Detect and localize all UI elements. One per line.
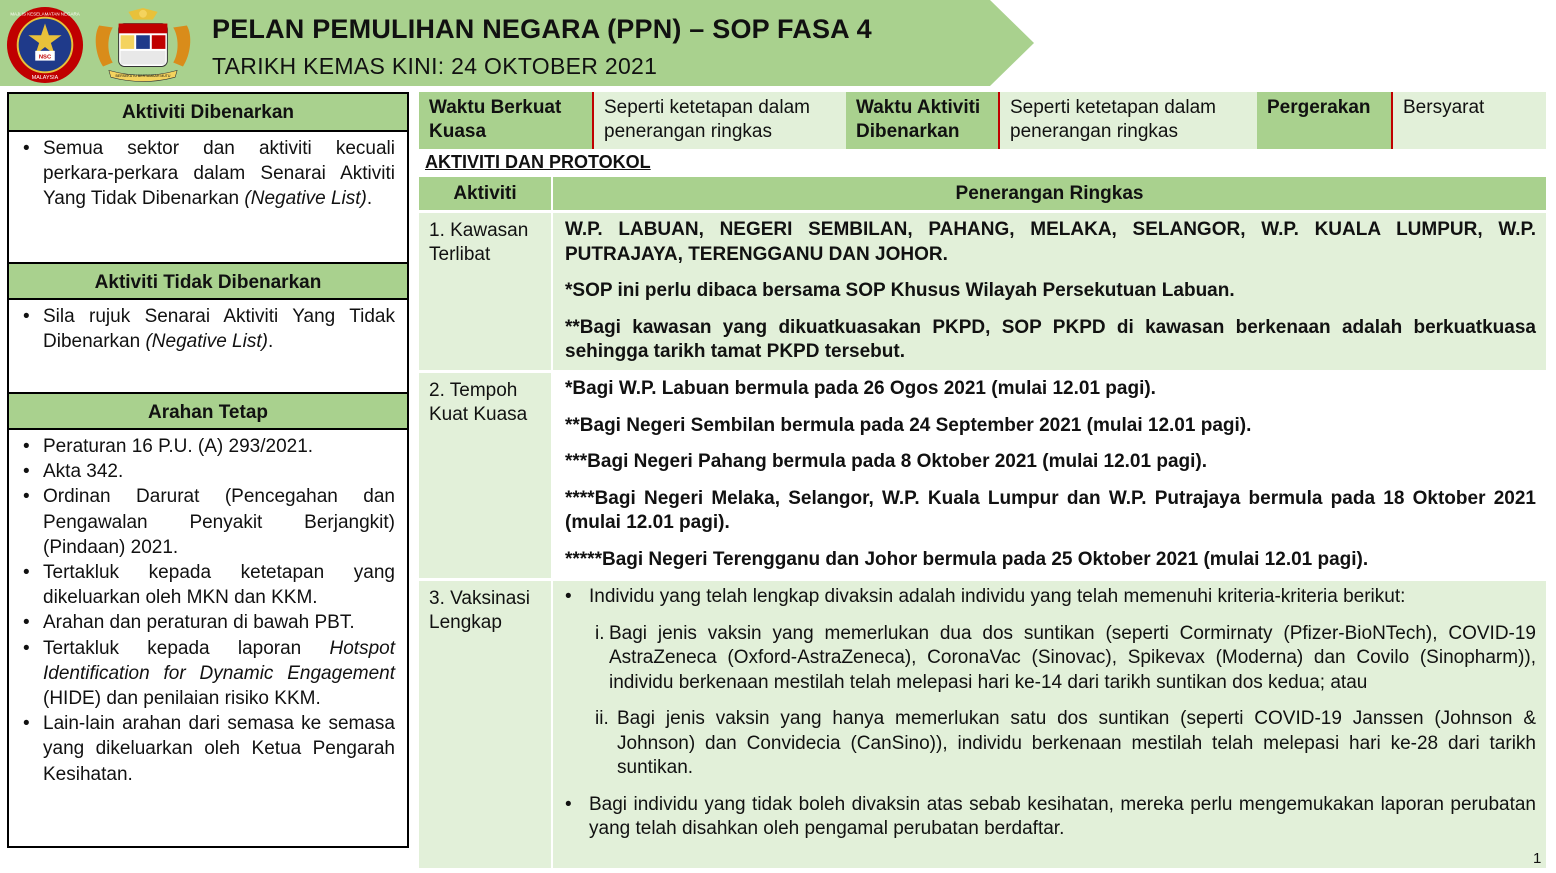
bullet-text: Individu yang telah lengkap divaksin adalah individu yang telah memenuhi kriteria-kriteria berikut:: [589, 586, 1406, 607]
item-text: Ordinan Darurat (Pencegahan dan Pengawalan Penyakit Berjangkit) (Pindaan) 2021.: [43, 486, 395, 558]
list-item: [21, 484, 395, 560]
bullet-icon: •: [23, 461, 30, 483]
item-text: Tertakluk kepada laporan: [43, 637, 330, 659]
summary-label-movement: Pergerakan: [1257, 92, 1393, 149]
item-text-end: .: [267, 331, 274, 353]
summary-value-effective-time: Seperti ketetapan dalam penerangan ringkas: [594, 92, 846, 149]
list-item: [21, 304, 395, 354]
item-text: Arahan dan peraturan di bawah PBT.: [43, 612, 355, 634]
list-item: [21, 136, 395, 212]
table-row: [419, 578, 1546, 868]
nsc-logo-bottom-text: MALAYSIA: [31, 75, 59, 82]
nsc-logo-ring-text: MAJLIS KESELAMATAN NEGARA: [10, 11, 80, 17]
list-item: [21, 636, 395, 712]
list-item: [21, 434, 395, 459]
bullet-icon: •: [23, 486, 30, 508]
list-item: [21, 711, 395, 787]
coat-of-arms-scroll-text: BERSEKUTU BERTAMBAH MUTU: [115, 74, 171, 79]
description-paragraph: **Bagi kawasan yang dikuatkuasakan PKPD, SOP PKPD di kawasan berkenaan adalah berkuatkuasa sehingga tarikh tamat PKPD tersebut.: [565, 316, 1536, 362]
header-banner: [0, 0, 1036, 86]
allowed-activities-heading: Aktiviti Dibenarkan: [9, 94, 407, 132]
column-header-description: Penerangan Ringkas: [955, 183, 1144, 204]
page-number: 1: [1533, 850, 1542, 867]
activity-cell: 1. Kawasan Terlibat: [419, 213, 553, 370]
list-item: [21, 459, 395, 484]
bullet-icon: •: [23, 612, 30, 634]
table-row: [419, 370, 1546, 578]
activity-cell: 2. Tempoh Kuat Kuasa: [419, 373, 553, 578]
directives-heading: Arahan Tetap: [9, 392, 407, 430]
sub-list-item: [595, 622, 1536, 696]
item-text-end: .: [366, 188, 373, 210]
description-paragraph: **Bagi Negeri Sembilan bermula pada 24 September 2021 (mulai 12.01 pagi).: [565, 414, 1252, 436]
list-item: [21, 610, 395, 635]
table-header: [419, 177, 1546, 210]
coat-of-arms-logo: [88, 6, 198, 84]
item-text: Peraturan 16 P.U. (A) 293/2021.: [43, 436, 314, 457]
column-header-activity: Aktiviti: [419, 177, 553, 210]
not-allowed-activities-heading: Aktiviti Tidak Dibenarkan: [9, 262, 407, 300]
item-text: Tertakluk kepada ketetapan yang dikeluarkan oleh MKN dan KKM.: [43, 562, 395, 609]
bullet-icon: •: [23, 306, 30, 327]
bullet-icon: •: [23, 713, 30, 735]
item-text: Lain-lain arahan dari semasa ke semasa yang dikeluarkan oleh Ketua Pengarah Kesihatan.: [43, 713, 395, 785]
summary-value-movement: Bersyarat: [1393, 92, 1546, 149]
item-italic-text: (Negative List): [145, 331, 268, 353]
description-paragraph: *Bagi W.P. Labuan bermula pada 26 Ogos 2021 (mulai 12.01 pagi).: [565, 378, 1156, 399]
directives-body: [9, 430, 407, 793]
item-italic-text: Hotspot Identification for Dynamic Engagement: [43, 637, 395, 684]
summary-label-activity-time: Waktu Aktiviti Dibenarkan: [846, 92, 1000, 149]
left-panel: [7, 92, 409, 848]
item-italic-text: (Negative List): [244, 188, 367, 210]
description-cell: [553, 373, 1546, 578]
item-text: Sila rujuk Senarai Aktiviti Yang Tidak Dibenarkan: [43, 306, 395, 353]
bullet-icon: •: [23, 138, 30, 159]
list-item: [565, 585, 1536, 610]
table-row: [419, 210, 1546, 370]
description-paragraph: *SOP ini perlu dibaca bersama SOP Khusus Wilayah Persekutuan Labuan.: [565, 280, 1235, 301]
bullet-icon: •: [565, 793, 572, 815]
description-paragraph: ***Bagi Negeri Pahang bermula pada 8 Oktober 2021 (mulai 12.01 pagi).: [565, 451, 1208, 472]
description-paragraph: *****Bagi Negeri Terengganu dan Johor bermula pada 25 Oktober 2021 (mulai 12.01 pagi).: [565, 548, 1369, 570]
description-cell: [553, 581, 1546, 868]
item-text: Semua sektor dan aktiviti kecuali perkara-perkara dalam Senarai Aktiviti Yang Tidak Dibenarkan: [43, 138, 395, 210]
summary-value-activity-time: Seperti ketetapan dalam penerangan ringkas: [1000, 92, 1257, 149]
nsc-logo: [6, 6, 84, 84]
bullet-icon: •: [23, 436, 30, 457]
sub-item-text: Bagi jenis vaksin yang memerlukan dua dos suntikan (seperti Cormirnaty (Pfizer-BioNTech), COVID-19 AstraZeneca (Oxford-AstraZeneca), CoronaVac (Sinovac), Spikevax (Moderna) dan Covilo (Sinopharm)), individu berkenaan mestilah telah melepasi hari ke-14 dari tarikh suntikan dos kedua; atau: [609, 622, 1536, 693]
bullet-text: Bagi individu yang tidak boleh divaksin atas sebab kesihatan, mereka perlu mengemukakan laporan perubatan yang telah disahkan oleh pengamal perubatan berdaftar.: [589, 793, 1536, 839]
description-paragraph: ****Bagi Negeri Melaka, Selangor, W.P. Kuala Lumpur dan W.P. Putrajaya bermula pada 18 Oktober 2021 (mulai 12.01 pagi).: [565, 487, 1536, 533]
sub-list-item: [595, 707, 1536, 781]
page-title: PELAN PEMULIHAN NEGARA (PPN) – SOP FASA 4: [212, 14, 872, 44]
summary-label-effective-time: Waktu Berkuat Kuasa: [419, 92, 594, 149]
item-text: Akta 342.: [43, 461, 124, 483]
roman-numeral: i.: [595, 622, 605, 644]
sub-item-text: Bagi jenis vaksin yang hanya memerlukan satu dos suntikan (seperti COVID-19 Janssen (Johnson & Johnson) dan Convidecia (CanSino)), individu berkenaan mestilah telah melepasi hari ke-28 dari tarikh suntikan.: [617, 708, 1536, 778]
description-cell: [553, 213, 1546, 370]
item-text-end: (HIDE) dan penilaian risiko KKM.: [43, 688, 321, 710]
nsc-logo-center-text: NSC: [38, 54, 52, 61]
allowed-activities-body: [9, 132, 407, 262]
protocol-table: [419, 177, 1546, 868]
summary-bar: [419, 92, 1546, 149]
bullet-icon: •: [565, 586, 572, 607]
list-item: [565, 793, 1536, 842]
list-item: [21, 560, 395, 610]
bullet-icon: •: [23, 562, 30, 584]
page-subtitle-date: TARIKH KEMAS KINI: 24 OKTOBER 2021: [212, 53, 658, 79]
not-allowed-activities-body: [9, 300, 407, 392]
bullet-icon: •: [23, 637, 30, 659]
roman-numeral: ii.: [595, 708, 609, 729]
description-paragraph: W.P. LABUAN, NEGERI SEMBILAN, PAHANG, MELAKA, SELANGOR, W.P. KUALA LUMPUR, W.P. PUTRAJAYA, TERENGGANU DAN JOHOR.: [565, 219, 1536, 265]
section-title: AKTIVITI DAN PROTOKOL: [425, 152, 651, 172]
activity-cell: 3. Vaksinasi Lengkap: [419, 581, 553, 868]
